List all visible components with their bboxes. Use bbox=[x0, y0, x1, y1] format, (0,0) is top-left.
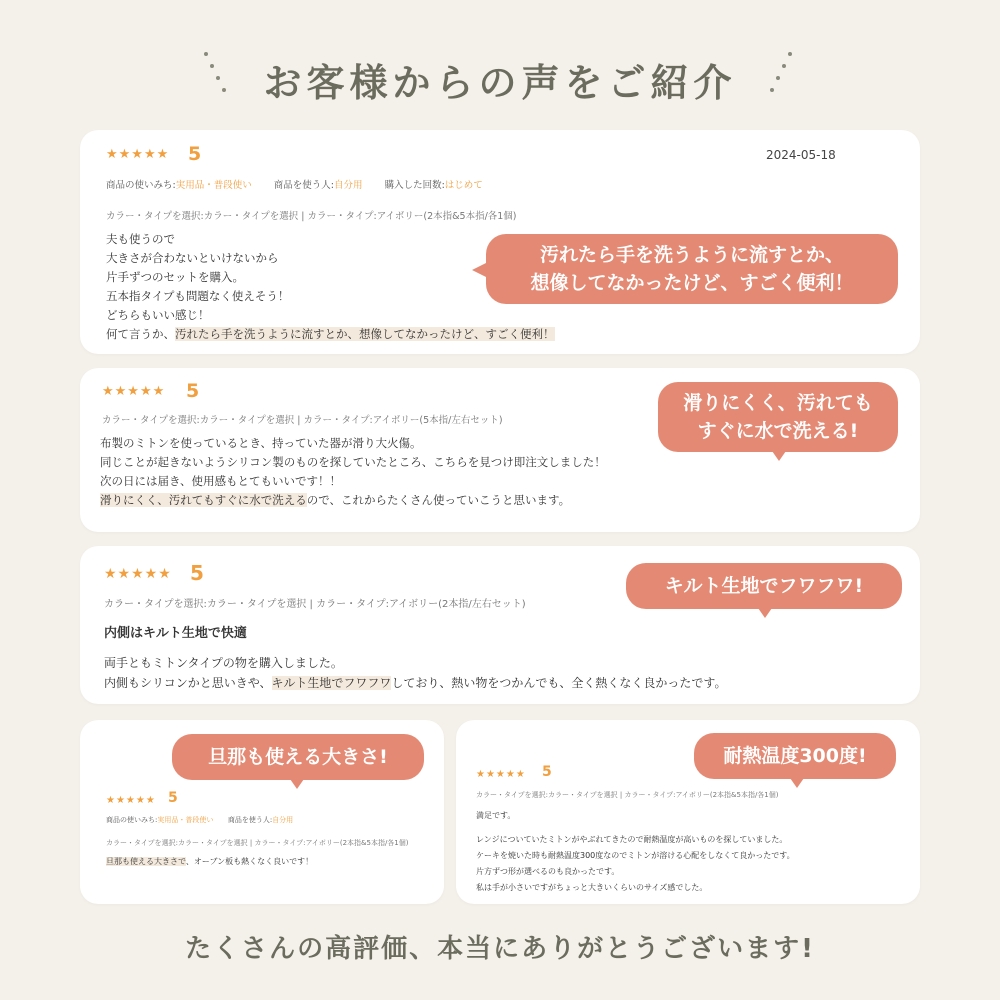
highlight-bubble bbox=[658, 382, 898, 452]
bubble-tail bbox=[758, 608, 772, 618]
star-rating: ★★★★★ bbox=[476, 769, 526, 780]
highlight-bubble bbox=[626, 563, 902, 609]
review-line: 大きさが合わないといけないから bbox=[106, 251, 279, 265]
user-label: 商品を使う人: bbox=[273, 180, 334, 191]
count-label: 購入した回数: bbox=[384, 180, 445, 191]
review-line bbox=[100, 492, 606, 511]
bubble-tail bbox=[290, 779, 304, 789]
review-line: 次の日には届き、使用感もとてもいいです！！ bbox=[100, 474, 342, 488]
review-date: 2024-05-18 bbox=[766, 148, 836, 162]
variation-text: カラー・タイプを選択:カラー・タイプを選択 | カラー・タイプ:アイボリー(5本指/左右セット) bbox=[102, 415, 503, 426]
review-meta bbox=[106, 815, 293, 825]
line-text: 何て言うか、 bbox=[106, 327, 175, 341]
review-line: 片方ずつ形が選べるのも良かったです。 bbox=[476, 867, 620, 876]
highlighted-text: キルト生地でフワフワ bbox=[271, 676, 392, 690]
user-label: 商品を使う人: bbox=[227, 816, 273, 824]
review-body bbox=[476, 810, 795, 898]
review-line: ケーキを焼いた時も耐熱温度300度なのでミトンが溶ける心配をしなくて良かったです。 bbox=[476, 851, 795, 860]
review-line: 布製のミトンを使っているとき、持っていた器が滑り大火傷。 bbox=[100, 436, 422, 450]
bubble-tail bbox=[772, 451, 786, 461]
rating-score: 5 bbox=[168, 790, 178, 806]
bubble-line: 滑りにくく、汚れても bbox=[683, 391, 873, 414]
rating-score: 5 bbox=[186, 380, 200, 402]
rating-score: 5 bbox=[188, 143, 202, 165]
review-line: 満足です。 bbox=[476, 811, 516, 820]
review-heading: 内側はキルト生地で快適 bbox=[104, 626, 247, 641]
star-rating: ★★★★★ bbox=[104, 566, 172, 582]
line-text: ので、これからたくさん使っていこうと思います。 bbox=[306, 493, 571, 507]
review-line: 同じことが起きないようシリコン製のものを探していたところ、こちらを見つけ即注文しました！ bbox=[100, 455, 606, 469]
star-rating: ★★★★★ bbox=[106, 795, 156, 806]
highlighted-text: 汚れたら手を洗うように流すとか、想像してなかったけど、すごく便利！ bbox=[175, 327, 555, 341]
bubble-line: すぐに水で洗える! bbox=[697, 420, 859, 442]
review-line: 五本指タイプも問題なく使えそう！ bbox=[106, 289, 290, 303]
review-line bbox=[106, 856, 313, 875]
usage-label: 商品の使いみち: bbox=[106, 180, 176, 191]
usage-value: 実用品・普段使い bbox=[157, 816, 214, 824]
highlight-bubble bbox=[486, 234, 898, 304]
review-line: 私は手が小さいですがちょっと大きいくらいのサイズ感でした。 bbox=[476, 883, 708, 892]
review-line: レンジについていたミトンがやぶれてきたので耐熱温度が高いものを探していました。 bbox=[476, 835, 788, 844]
review-body bbox=[106, 856, 313, 875]
bubble-line: キルト生地でフワフワ! bbox=[664, 574, 864, 597]
review-body bbox=[104, 654, 726, 694]
user-value: 自分用 bbox=[333, 180, 363, 191]
line-text: 内側もシリコンかと思いきや、 bbox=[104, 676, 272, 690]
bubble-line: 旦那も使える大きさ! bbox=[208, 745, 388, 768]
highlighted-text: 滑りにくく、汚れてもすぐに水で洗える bbox=[100, 493, 307, 507]
variation-text: カラー・タイプを選択:カラー・タイプを選択 | カラー・タイプ:アイボリー(2本指/左右セット) bbox=[104, 599, 526, 610]
highlight-bubble bbox=[172, 734, 424, 780]
line-text: しており、熱い物をつかんでも、全く熱くなく良かったです。 bbox=[391, 676, 727, 690]
bubble-line: 汚れたら手を洗うように流すとか、 bbox=[539, 243, 844, 266]
review-line bbox=[106, 326, 555, 345]
review-line: 両手ともミトンタイプの物を購入しました。 bbox=[104, 656, 343, 670]
review-line: 夫も使うので bbox=[106, 232, 175, 246]
footer-message: たくさんの高評価、本当にありがとうございます! bbox=[185, 934, 815, 964]
review-line: 片手ずつのセットを購入。 bbox=[106, 270, 244, 284]
line-text: 、オーブン板も熱くなく良いです！ bbox=[185, 857, 314, 866]
review-body bbox=[100, 435, 606, 511]
star-rating: ★★★★★ bbox=[102, 384, 166, 399]
highlighted-text: 旦那も使える大きさで bbox=[106, 857, 186, 866]
review-line bbox=[104, 674, 726, 694]
review-meta bbox=[106, 177, 483, 191]
user-value: 自分用 bbox=[272, 816, 294, 824]
highlight-bubble bbox=[694, 733, 896, 779]
variation-text: カラー・タイプを選択:カラー・タイプを選択 | カラー・タイプ:アイボリー(2本指&5本指/各1個) bbox=[476, 791, 779, 799]
star-rating: ★★★★★ bbox=[106, 147, 170, 162]
rating-score: 5 bbox=[542, 764, 552, 780]
usage-value: 実用品・普段使い bbox=[175, 180, 252, 191]
bubble-line: 耐熱温度300度! bbox=[723, 744, 867, 767]
variation-text: カラー・タイプを選択:カラー・タイプを選択 | カラー・タイプ:アイボリー(2本指&5本指/各1個) bbox=[106, 839, 409, 847]
bubble-tail bbox=[790, 778, 804, 788]
bubble-line: 想像してなかったけど、すごく便利！ bbox=[530, 272, 854, 294]
review-line: どちらもいい感じ！ bbox=[106, 308, 210, 322]
rating-score: 5 bbox=[190, 561, 204, 585]
usage-label: 商品の使いみち: bbox=[106, 816, 158, 824]
variation-text: カラー・タイプを選択:カラー・タイプを選択 | カラー・タイプ:アイボリー(2本指&5本指/各1個) bbox=[106, 211, 517, 222]
count-value: はじめて bbox=[444, 180, 483, 191]
page-title: お客様からの声をご紹介 bbox=[263, 61, 737, 105]
